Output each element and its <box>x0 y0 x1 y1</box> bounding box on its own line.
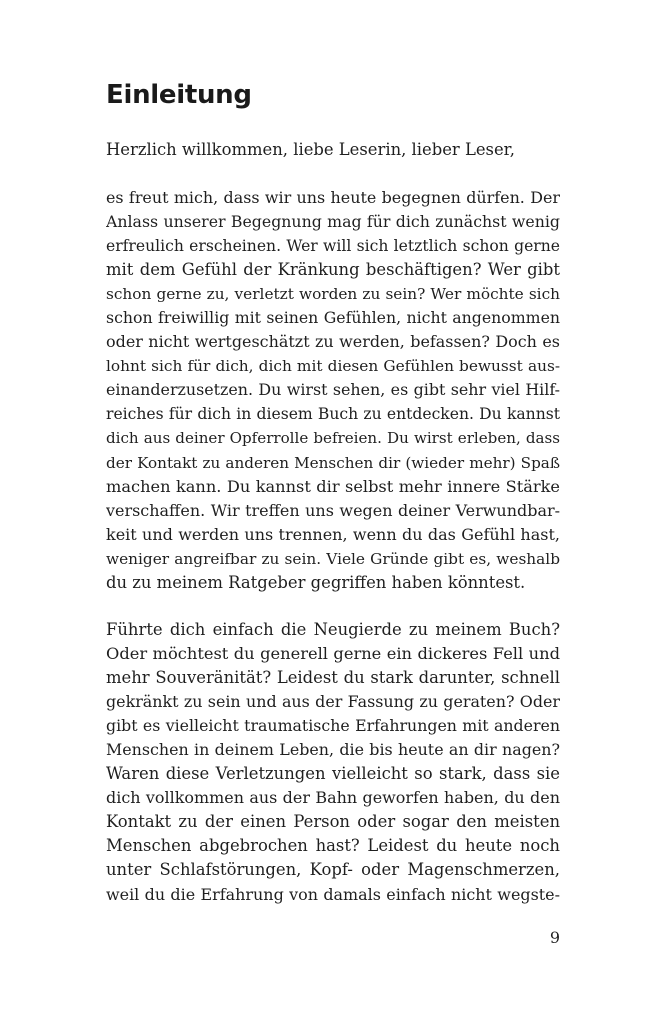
paragraph-line: gibt es vielleicht traumatische Erfahrungen mit anderen <box>106 716 560 736</box>
paragraph-line: Kontakt zu der einen Person oder sogar den meisten <box>106 812 560 832</box>
paragraph-line: machen kann. Du kannst dir selbst mehr innere Stärke <box>106 476 560 496</box>
paragraph-line: Oder möchtest du generell gerne ein dickeres Fell und <box>106 644 560 664</box>
paragraph-line: du zu meinem Ratgeber gegriffen haben könntest. <box>106 572 526 592</box>
paragraph-line: schon gerne zu, verletzt worden zu sein? Wer möchte sich <box>106 285 560 304</box>
page-number: 9 <box>549 928 560 947</box>
paragraph-line: Führte dich einfach die Neugierde zu meinem Buch? <box>106 620 560 639</box>
paragraph-line: oder nicht wertgeschätzt zu werden, befassen? Doch es <box>106 332 560 352</box>
chapter-heading: Einleitung <box>106 80 252 110</box>
paragraph-line: dich vollkommen aus der Bahn geworfen haben, du den <box>106 788 560 808</box>
greeting-line: Herzlich willkommen, liebe Leserin, lieber Leser, <box>106 140 515 159</box>
paragraph-line: erfreulich erscheinen. Wer will sich letztlich schon gerne <box>106 237 560 256</box>
paragraph-line: einanderzusetzen. Du wirst sehen, es gibt sehr viel Hilf- <box>106 380 560 400</box>
paragraph-line: weniger angreifbar zu sein. Viele Gründe gibt es, weshalb <box>106 549 560 568</box>
paragraph-line: reiches für dich in diesem Buch zu entdecken. Du kannst <box>106 405 560 424</box>
paragraph-line: Waren diese Verletzungen vielleicht so stark, dass sie <box>106 764 560 784</box>
paragraph-line: mehr Souveränität? Leidest du stark darunter, schnell <box>106 668 560 688</box>
paragraph-line: verschaffen. Wir treffen uns wegen deiner Verwundbar- <box>106 500 560 520</box>
paragraph-1 <box>106 186 560 595</box>
paragraph-line: Anlass unserer Begegnung mag für dich zunächst wenig <box>106 212 560 232</box>
paragraph-line: der Kontakt zu anderen Menschen dir (wieder mehr) Spaß <box>106 453 560 472</box>
paragraph-line: Menschen abgebrochen hast? Leidest du heute noch <box>106 836 560 856</box>
paragraph-line: keit und werden uns trennen, wenn du das Gefühl hast, <box>106 524 560 544</box>
paragraph-line: gekränkt zu sein und aus der Fassung zu geraten? Oder <box>106 692 560 712</box>
paragraph-line: schon freiwillig mit seinen Gefühlen, nicht angenommen <box>106 308 560 328</box>
paragraph-line: Menschen in deinem Leben, die bis heute an dir nagen? <box>106 740 560 760</box>
paragraph-line: mit dem Gefühl der Kränkung beschäftigen? Wer gibt <box>106 260 560 280</box>
paragraph-line: es freut mich, dass wir uns heute begegnen dürfen. Der <box>106 188 560 207</box>
paragraph-2 <box>106 618 560 907</box>
paragraph-line: weil du die Erfahrung von damals einfach nicht wegste- <box>106 884 560 904</box>
paragraph-line: dich aus deiner Opferrolle befreien. Du wirst erleben, dass <box>106 429 560 448</box>
paragraph-line: lohnt sich für dich, dich mit diesen Gefühlen bewusst aus- <box>106 357 560 376</box>
paragraph-line: unter Schlafstörungen, Kopf- oder Magenschmerzen, <box>106 860 560 880</box>
